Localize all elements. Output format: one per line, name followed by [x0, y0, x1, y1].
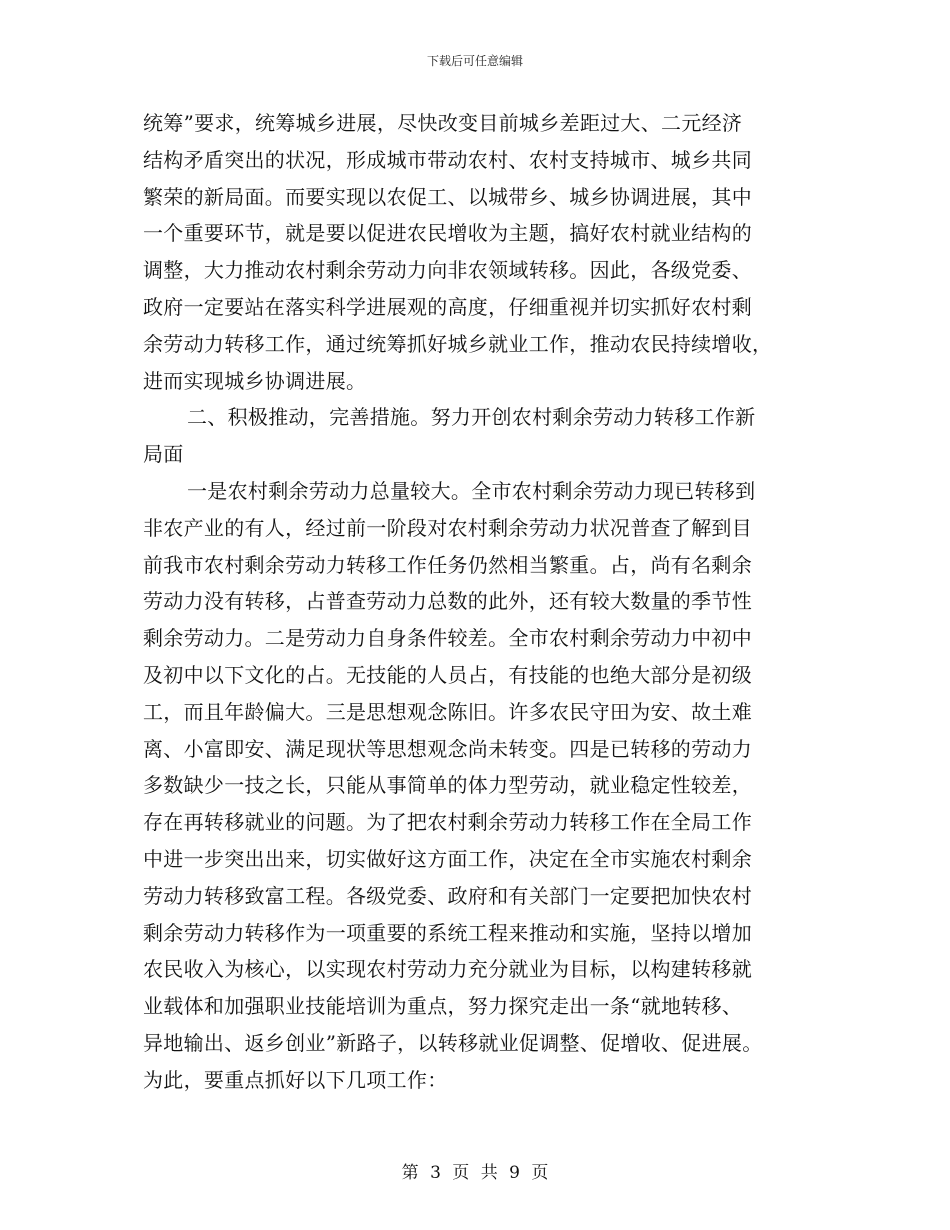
text-line: 剩余劳动力转移作为一项重要的系统工程来推动和实施，坚持以增加: [143, 920, 752, 945]
text-line: 离、小富即安、满足现状等思想观念尚未转变。四是已转移的劳动力: [143, 736, 752, 761]
text-line: 为此，要重点抓好以下几项工作：: [143, 1067, 448, 1092]
section-heading-line: 局面: [143, 442, 184, 467]
text-line: 工，而且年龄偏大。三是思想观念陈旧。许多农民守田为安、故土难: [143, 699, 752, 724]
text-line: 多数缺少一技之长，只能从事简单的体力型劳动，就业稳定性较差，: [143, 773, 752, 798]
text-line: 调整，大力推动农村剩余劳动力向非农领域转移。因此，各级党委、: [143, 258, 752, 283]
text-line: 政府一定要站在落实科学进展观的高度，仔细重视并切实抓好农村剩: [143, 294, 752, 319]
text-line: 结构矛盾突出的状况，形成城市带动农村、农村支持城市、城乡共同: [143, 147, 752, 172]
text-line: 非农产业的有人，经过前一阶段对农村剩余劳动力状况普查了解到目: [143, 515, 752, 540]
text-line: 业载体和加强职业技能培训为重点，努力探究走出一条“就地转移、: [143, 994, 743, 1019]
document-body: [143, 105, 807, 1099]
text-line: 一是农村剩余劳动力总量较大。全市农村剩余劳动力现已转移到: [187, 478, 756, 503]
text-line: 余劳动力转移工作，通过统筹抓好城乡就业工作，推动农民持续增收，: [143, 331, 773, 356]
text-line: 异地输出、返乡创业”新路子，以转移就业促调整、促增收、促进展。: [143, 1030, 763, 1055]
page-number-footer: 第 3 页 共 9 页: [401, 1163, 549, 1183]
text-line: 统筹”要求，统筹城乡进展，尽快改变目前城乡差距过大、二元经济: [143, 111, 743, 135]
text-line: 存在再转移就业的问题。为了把农村剩余劳动力转移工作在全局工作: [143, 810, 752, 835]
text-line: 中进一步突出出来，切实做好这方面工作，决定在全市实施农村剩余: [143, 846, 752, 871]
section-heading-line: 二、积极推动，完善措施。努力开创农村剩余劳动力转移工作新: [187, 405, 756, 430]
page-header-note: 下载后可任意编辑: [426, 54, 523, 68]
text-line: 繁荣的新局面。而要实现以农促工、以城带乡、城乡协调进展，其中: [143, 184, 752, 209]
text-line: 及初中以下文化的占。无技能的人员占，有技能的也绝大部分是初级: [143, 662, 752, 687]
text-line: 剩余劳动力。二是劳动力自身条件较差。全市农村剩余劳动力中初中: [143, 626, 752, 651]
text-line: 农民收入为核心，以实现农村劳动力充分就业为目标，以构建转移就: [143, 957, 752, 982]
text-line: 劳动力转移致富工程。各级党委、政府和有关部门一定要把加快农村: [143, 883, 752, 908]
text-line: 劳动力没有转移，占普查劳动力总数的此外，还有较大数量的季节性: [143, 589, 752, 614]
text-line: 前我市农村剩余劳动力转移工作任务仍然相当繁重。占，尚有名剩余: [143, 552, 752, 577]
text-line: 进而实现城乡协调进展。: [143, 368, 367, 393]
text-line: 一个重要环节，就是要以促进农民增收为主题，搞好农村就业结构的: [143, 221, 752, 246]
